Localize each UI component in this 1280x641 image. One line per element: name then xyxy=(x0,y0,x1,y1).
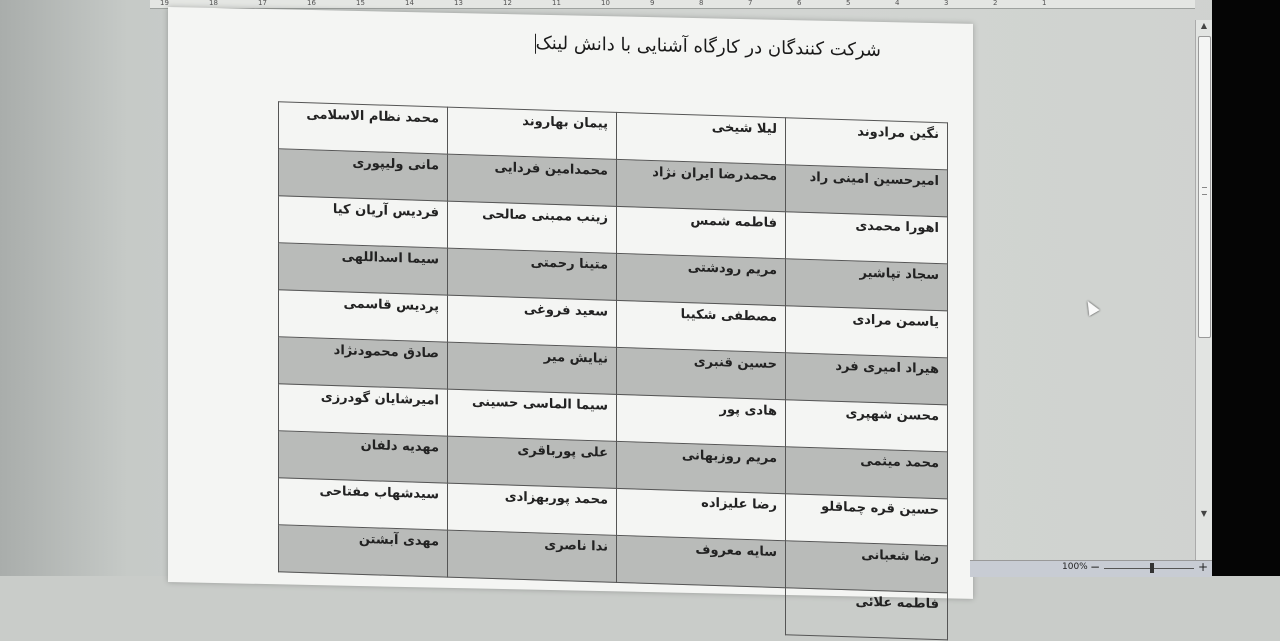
ruler-mark: 17 xyxy=(258,0,267,7)
table-cell[interactable]: مصطفی شکیبا xyxy=(617,300,786,352)
grip-icon xyxy=(1202,187,1207,195)
ruler-mark: 1 xyxy=(1042,0,1047,7)
document-title[interactable] xyxy=(533,33,881,61)
table-cell[interactable]: ندا ناصری xyxy=(448,530,617,582)
table-cell[interactable]: نیایش میر xyxy=(448,342,617,394)
table-cell[interactable]: محمد پوربهزادی xyxy=(448,483,617,535)
ruler-mark: 16 xyxy=(307,0,316,7)
ruler-mark: 6 xyxy=(797,0,802,7)
ruler-mark: 5 xyxy=(846,0,851,7)
table-cell[interactable]: متینا رحمتی xyxy=(448,248,617,300)
ruler-mark: 9 xyxy=(650,0,655,7)
scroll-thumb[interactable] xyxy=(1198,36,1211,338)
table-cell[interactable]: سیما الماسی حسینی xyxy=(448,389,617,441)
ruler-mark: 13 xyxy=(454,0,463,7)
table-cell xyxy=(448,577,617,629)
table-cell[interactable]: مهدیه دلفان xyxy=(279,431,448,483)
table-cell[interactable]: حسین قنبری xyxy=(617,347,786,399)
ruler-mark: 4 xyxy=(895,0,900,7)
table-cell[interactable]: صادق محمودنژاد xyxy=(279,337,448,389)
table-cell xyxy=(279,572,448,624)
ruler-mark: 2 xyxy=(993,0,998,7)
table-cell[interactable]: حسین قره چماقلو xyxy=(786,494,948,546)
monitor-bezel xyxy=(1212,0,1280,576)
table-cell[interactable]: محسن شهپری xyxy=(786,400,948,452)
table-cell[interactable]: رضا شعبانی xyxy=(786,541,948,593)
table-cell[interactable]: فاطمه شمس xyxy=(617,206,786,258)
table-cell[interactable]: فاطمه علائی xyxy=(786,588,948,640)
table-cell[interactable]: سیما اسداللهی xyxy=(279,243,448,295)
document-title-text: شرکت کنندگان در کارگاه آشنایی با دانش لینک xyxy=(535,32,881,61)
ruler-mark: 18 xyxy=(209,0,218,7)
zoom-in-button[interactable]: + xyxy=(1198,560,1209,574)
ruler-mark: 10 xyxy=(601,0,610,7)
table-cell[interactable]: امیرشایان گودرزی xyxy=(279,384,448,436)
table-cell[interactable]: محمد میثمی xyxy=(786,447,948,499)
ruler-mark: 7 xyxy=(748,0,753,7)
document-page[interactable] xyxy=(168,7,973,613)
mouse-pointer-icon xyxy=(1082,298,1099,316)
table-cell[interactable]: پیمان بهاروند xyxy=(448,107,617,159)
table-cell[interactable]: اهورا محمدی xyxy=(786,212,948,264)
table-cell[interactable]: مریم روزبهانی xyxy=(617,441,786,493)
table-cell[interactable]: سجاد تپاشیر xyxy=(786,259,948,311)
horizontal-ruler[interactable] xyxy=(150,0,1195,9)
table-cell[interactable]: محمدامین فردایی xyxy=(448,154,617,206)
table-cell[interactable]: رضا علیزاده xyxy=(617,488,786,540)
table-cell[interactable]: سایه معروف xyxy=(617,535,786,587)
zoom-slider[interactable] xyxy=(1104,568,1194,569)
ruler-mark: 14 xyxy=(405,0,414,7)
table-cell[interactable]: مانی ولیپوری xyxy=(279,149,448,201)
table-cell[interactable]: سیدشهاب مفتاحی xyxy=(279,478,448,530)
scroll-up-arrow-icon[interactable]: ▲ xyxy=(1200,21,1208,30)
table-cell[interactable]: محمد نظام الاسلامی xyxy=(279,102,448,154)
table-cell xyxy=(617,582,786,634)
vertical-scrollbar[interactable] xyxy=(1195,20,1212,560)
ruler-mark: 3 xyxy=(944,0,949,7)
table-cell[interactable]: هیراد امیری فرد xyxy=(786,353,948,405)
table-cell[interactable]: امیرحسین امینی راد xyxy=(786,165,948,217)
table-cell[interactable]: سعید فروغی xyxy=(448,295,617,347)
table-cell[interactable]: پردیس قاسمی xyxy=(279,290,448,342)
table-cell[interactable]: مریم رودشتی xyxy=(617,253,786,305)
zoom-out-button[interactable]: − xyxy=(1090,560,1101,574)
table-cell[interactable]: علی پورباقری xyxy=(448,436,617,488)
zoom-slider-thumb[interactable] xyxy=(1150,563,1154,573)
table-cell[interactable]: هادی پور xyxy=(617,394,786,446)
ruler-mark: 8 xyxy=(699,0,704,7)
ruler-mark: 12 xyxy=(503,0,512,7)
status-bar xyxy=(970,560,1212,577)
ruler-mark: 11 xyxy=(552,0,561,7)
scroll-down-arrow-icon[interactable]: ▼ xyxy=(1200,509,1208,518)
ruler-mark: 15 xyxy=(356,0,365,7)
table-cell[interactable]: زینب ممبنی صالحی xyxy=(448,201,617,253)
participants-table[interactable] xyxy=(278,101,948,640)
ruler-mark: 19 xyxy=(160,0,169,7)
table-cell[interactable]: مهدی آبشتن xyxy=(279,525,448,577)
zoom-level[interactable]: 100% xyxy=(1062,562,1088,572)
table-cell[interactable]: لیلا شیخی xyxy=(617,112,786,164)
table-cell[interactable]: محمدرضا ایران نژاد xyxy=(617,159,786,211)
table-cell[interactable]: فردیس آریان کیا xyxy=(279,196,448,248)
table-cell[interactable]: نگین مرادوند xyxy=(786,118,948,170)
table-cell[interactable]: یاسمن مرادی xyxy=(786,306,948,358)
